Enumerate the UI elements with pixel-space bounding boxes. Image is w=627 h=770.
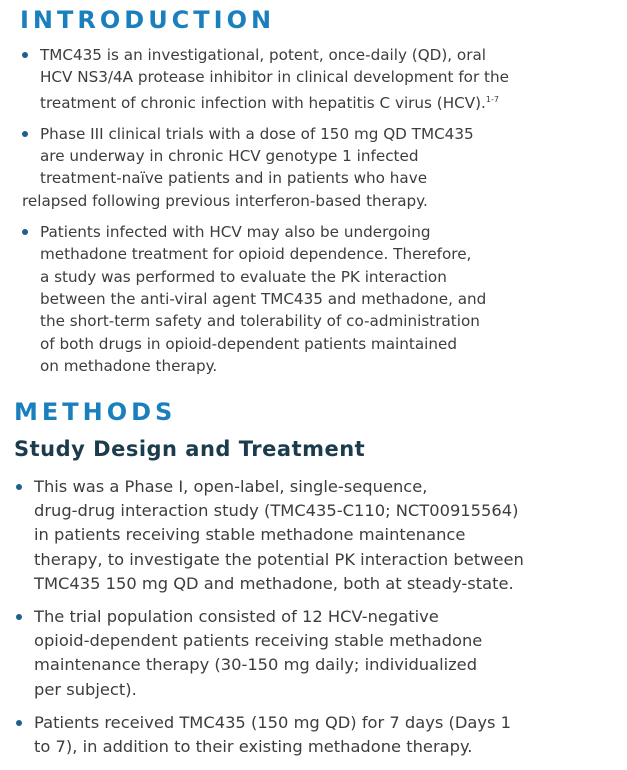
introduction-heading: INTRODUCTION [20,6,276,34]
text-line: TMC435 is an investigational, potent, once-daily (QD), oral [40,46,486,64]
text-line: of both drugs in opioid-dependent patients maintained [40,334,457,353]
intro-bullet-1 [22,44,509,114]
text-line: Patients infected with HCV may also be undergoing [40,223,431,242]
text-line: in patients receiving stable methadone maintenance [34,525,466,545]
text-line: This was a Phase I, open-label, single-sequence, [34,477,428,496]
methods-heading: METHODS [14,398,177,426]
text-line: treatment-naïve patients and in patients who have [40,169,428,188]
methods-bullet-3 [16,711,524,759]
intro-bullet-3 [22,221,509,377]
text-line: TMC435 150 mg QD and methadone, both at steady-state. [34,573,514,593]
text-line: are underway in chronic HCV genotype 1 infected [40,147,419,166]
text-line: between the anti-viral agent TMC435 and methadone, and [40,289,487,308]
text-line: on methadone therapy. [40,356,218,375]
text-line: maintenance therapy (30-150 mg daily; individualized [34,655,478,675]
text-line: relapsed following previous interferon-based therapy. [22,191,428,210]
text-line: methadone treatment for opioid dependence. Therefore, [40,245,472,264]
text-line: the short-term safety and tolerability of co-administration [40,312,480,331]
text-line: per subject). [34,679,137,699]
bullet-dot-icon [16,614,22,620]
text-line: opioid-dependent patients receiving stable methadone [34,631,483,651]
methods-bullet-1 [16,475,524,596]
methods-bullet-2 [16,605,524,702]
text-line: Phase III clinical trials with a dose of 150 mg QD TMC435 [40,124,474,143]
text-line: HCV NS3/4A protease inhibitor in clinical development for the [40,68,509,87]
text-line: therapy, to investigate the potential PK interaction between [34,549,524,569]
bullet-dot-icon [22,229,28,235]
introduction-bullet-list [22,44,509,386]
bullet-dot-icon [22,52,28,58]
citation-superscript: 1-7 [485,94,499,104]
text-line: to 7), in addition to their existing methadone therapy. [34,737,473,757]
text-line-content: treatment of chronic infection with hepatitis C virus (HCV). [40,93,486,112]
bullet-dot-icon [22,131,28,137]
text-line [40,89,509,114]
methods-bullet-list [16,475,524,768]
study-design-subheading: Study Design and Treatment [14,437,366,461]
text-line: Patients received TMC435 (150 mg QD) for 7 days (Days 1 [34,712,512,732]
text-line: The trial population consisted of 12 HCV-negative [34,607,439,627]
text-line: a study was performed to evaluate the PK interaction [40,267,447,286]
text-line: drug-drug interaction study (TMC435-C110; NCT00915564) [34,501,519,521]
intro-bullet-2 [22,123,509,212]
bullet-dot-icon [16,720,22,726]
bullet-dot-icon [16,484,22,490]
